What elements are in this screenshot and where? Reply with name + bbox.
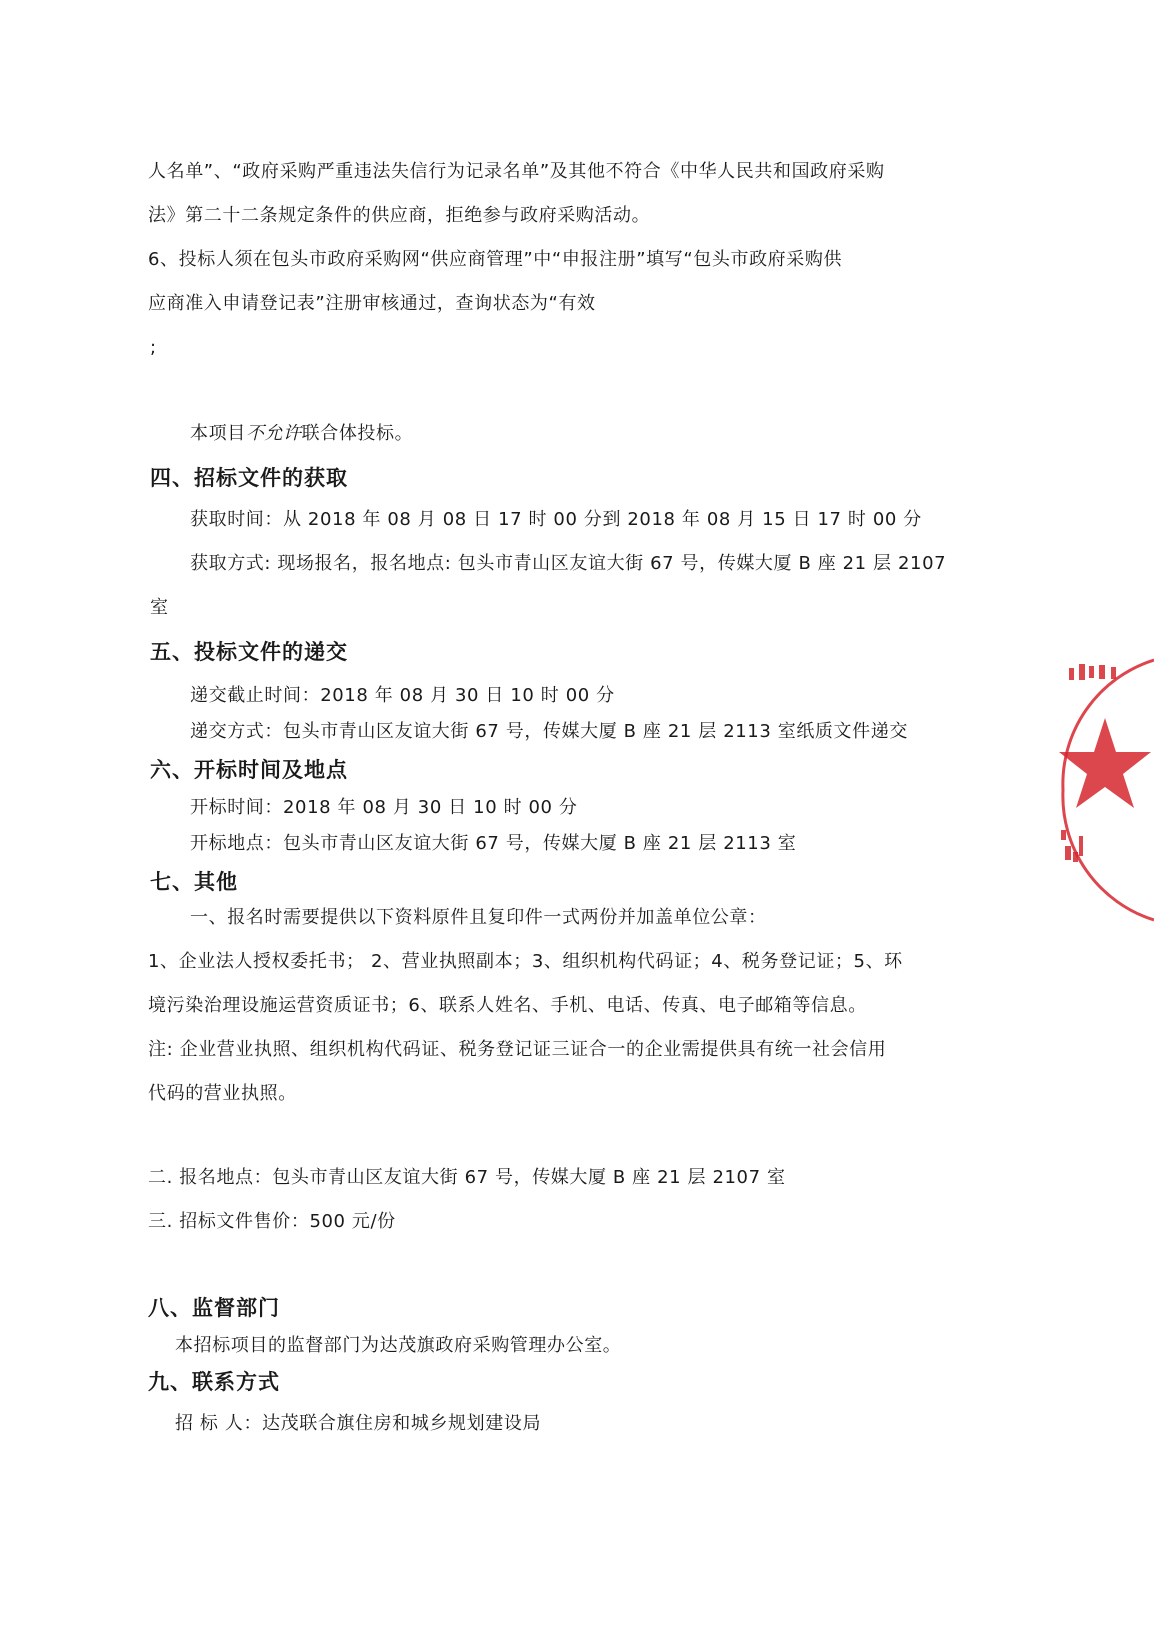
para-line-2: 法》第二十二条规定条件的供应商，拒绝参与政府采购活动。 [148,205,651,226]
opening-time: 开标时间：2018 年 08 月 30 日 10 时 00 分 [190,797,578,818]
consortium-note [190,422,413,446]
other-note-1: 注: 企业营业执照、组织机构代码证、税务登记证三证合一的企业需提供具有统一社会信用 [148,1039,887,1060]
acquire-method-cont: 室 [150,597,169,618]
other-list-2: 境污染治理设施运营资质证书；6、联系人姓名、手机、电话、传真、电子邮箱等信息。 [148,995,867,1016]
section-9-heading: 九、联系方式 [148,1370,280,1394]
section-5-heading: 五、投标文件的递交 [150,640,348,664]
acquire-method: 获取方式: 现场报名，报名地点: 包头市青山区友谊大街 67 号，传媒大厦 B 座 21 层 2107 [190,553,947,574]
section-4-heading: 四、招标文件的获取 [150,466,348,490]
section-6-heading: 六、开标时间及地点 [150,758,348,782]
consortium-emphasis: 不允许 [245,423,302,444]
para-line-3: 6、投标人须在包头市政府采购网“供应商管理”中“申报注册”填写“包头市政府采购供 [148,249,843,270]
section-8-heading: 八、监督部门 [148,1296,280,1320]
para-line-4: 应商准入申请登记表”注册审核通过，查询状态为“有效 [148,293,596,314]
acquire-time: 获取时间：从 2018 年 08 月 08 日 17 时 00 分到 2018 年 08 月 15 日 17 时 00 分 [190,509,922,530]
seal-ring-arc [1063,660,1154,920]
supervision-text: 本招标项目的监督部门为达茂旗政府采购管理办公室。 [175,1335,622,1356]
consortium-prefix: 本项目 [190,423,246,444]
registration-place: 二. 报名地点：包头市青山区友谊大街 67 号，传媒大厦 B 座 21 层 2107 室 [148,1167,786,1188]
opening-place: 开标地点：包头市青山区友谊大街 67 号，传媒大厦 B 座 21 层 2113 室 [190,833,797,854]
document-price: 三. 招标文件售价：500 元/份 [148,1211,396,1232]
submit-deadline: 递交截止时间：2018 年 08 月 30 日 10 时 00 分 [190,685,615,706]
section-7-heading: 七、其他 [150,870,238,894]
submit-method: 递交方式：包头市青山区友谊大街 67 号，传媒大厦 B 座 21 层 2113 室纸质文件递交 [190,721,908,742]
other-note-2: 代码的营业执照。 [148,1083,297,1104]
official-seal-stamp [1055,650,1154,930]
para-line-5: ; [150,337,157,358]
tenderer: 招 标 人：达茂联合旗住房和城乡规划建设局 [175,1413,542,1434]
other-list-1: 1、企业法人授权委托书； 2、营业执照副本；3、组织机构代码证；4、税务登记证；5、环 [148,951,903,972]
other-intro: 一、报名时需要提供以下资料原件且复印件一式两份并加盖单位公章： [190,907,767,928]
para-line-1: 人名单”、“政府采购严重违法失信行为记录名单”及其他不符合《中华人民共和国政府采购 [148,161,885,182]
consortium-suffix: 联合体投标。 [301,423,414,444]
